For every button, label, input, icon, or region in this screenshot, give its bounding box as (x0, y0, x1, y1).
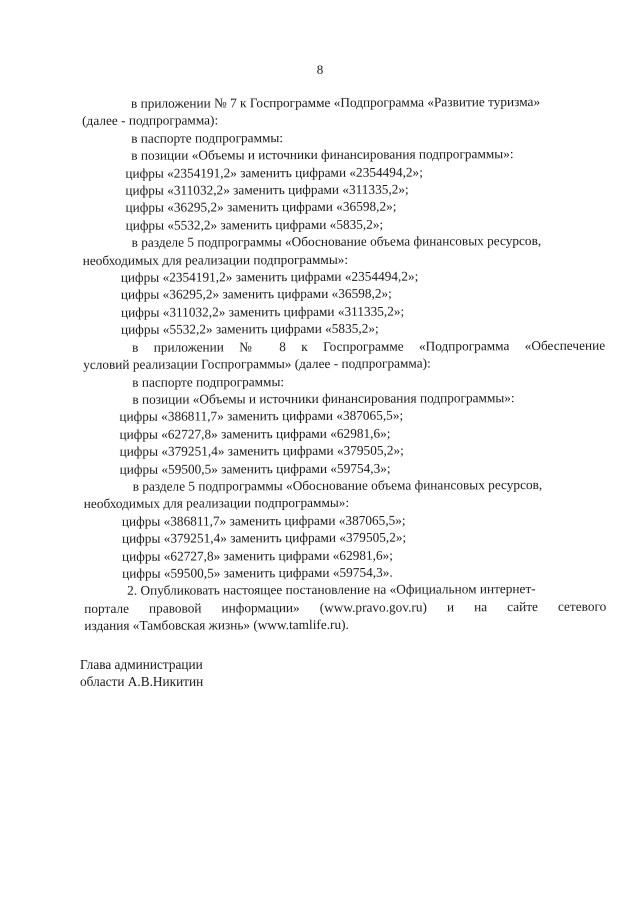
paragraph-line: в приложении № 8 к Госпрограмме «Подпрограмма «Обеспечение (132, 337, 606, 355)
paragraph-line: издания «Тамбовская жизнь» (www.tamlife.ru). (84, 617, 349, 634)
paragraph-line: цифры «36295,2» заменить цифрами «36598,2»; (125, 199, 397, 216)
paragraph-line: цифры «5532,2» заменить цифрами «5835,2»; (125, 216, 384, 233)
paragraph-line: цифры «59500,5» заменить цифрами «59754,3». (122, 564, 393, 581)
paragraph-line: цифры «2354191,2» заменить цифрами «2354494,2»; (125, 164, 423, 181)
paragraph-line: в паспорте подпрограммы: (131, 129, 284, 146)
paragraph-line: в приложении № 7 к Госпрограмме «Подпрограмма «Развитие туризма» (131, 94, 541, 111)
page-number: 8 (316, 62, 324, 77)
paragraph-line: (далее - подпрограмма): (82, 112, 219, 129)
signature-name: области А.В.Никитин (80, 674, 204, 690)
paragraph-line: цифры «5532,2» заменить цифрами «5835,2»; (120, 320, 379, 338)
paragraph-line: необходимых для реализации подпрограммы»: (83, 495, 350, 512)
paragraph-line: 2. Опубликовать настоящее постановление на «Официальном интернет- (127, 581, 536, 599)
signature-position: Глава администрации (80, 657, 203, 672)
paragraph-line: необходимых для реализации подпрограммы»: (82, 251, 349, 268)
paragraph-line: цифры «36295,2» заменить цифрами «36598,2»; (120, 286, 392, 303)
paragraph-line: цифры «311032,2» заменить цифрами «311335,2»; (120, 303, 405, 320)
paragraph-line: цифры «386811,7» заменить цифрами «387065,5»; (121, 512, 406, 529)
paragraph-line: в позиции «Объемы и источники финансирования подпрограммы»: (132, 390, 515, 407)
paragraph-line: портале правовой информации» (www.pravo.gov.ru) и на сайте сетевого (84, 598, 607, 616)
paragraph-line: в разделе 5 подпрограммы «Обоснование объема финансовых ресурсов, (132, 476, 543, 494)
paragraph-line: цифры «311032,2» заменить цифрами «311335,2»; (125, 181, 409, 198)
document-body (82, 93, 606, 635)
paragraph-line: цифры «379251,4» заменить цифрами «379505,2»; (119, 442, 404, 459)
signature-block (80, 656, 203, 691)
paragraph-line: цифры «59500,5» заменить цифрами «59754,3»; (119, 460, 391, 477)
paragraph-line: в паспорте подпрограммы: (132, 373, 285, 390)
paragraph-line: в позиции «Объемы и источники финансирования подпрограммы»: (131, 146, 514, 164)
paragraph-line: цифры «379251,4» заменить цифрами «379505,2»; (121, 529, 407, 546)
paragraph-line: цифры «2354191,2» заменить цифрами «2354494,2»; (120, 268, 419, 285)
paragraph-line: условий реализации Госпрограммы» (далее - подпрограмма): (83, 355, 431, 373)
paragraph-line: в разделе 5 подпрограммы «Обоснование объема финансовых ресурсов, (131, 233, 542, 251)
paragraph-line: цифры «386811,7» заменить цифрами «387065,5»; (119, 407, 404, 425)
paragraph-line: цифры «62727,8» заменить цифрами «62981,6»; (119, 425, 391, 442)
paragraph-line: цифры «62727,8» заменить цифрами «62981,6»; (121, 547, 393, 564)
